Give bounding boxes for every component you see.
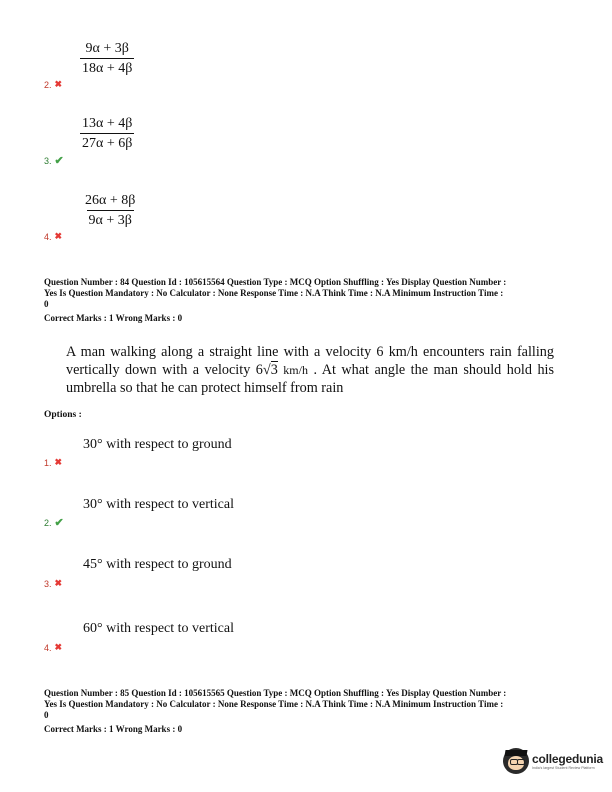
meta-line: Yes Is Question Mandatory : No Calculator : None Response Time : N.A Think Time : N.A Minimum Instruction Time : [44,288,504,298]
meta-line: 0 [44,299,49,309]
question-meta [44,277,574,310]
option-number [44,642,62,653]
question-meta [44,688,574,721]
option-number [44,578,62,589]
option-number [44,154,64,167]
meta-line: Question Number : 84 Question Id : 105615564 Question Type : MCQ Option Shuffling : Yes Display Question Number : [44,277,507,287]
mascot-icon [503,748,529,774]
fraction-numerator: 26α + 8β [85,193,136,208]
fraction-denominator: 9α + 3β [87,210,134,229]
question-text [66,343,554,397]
option-index: 4. [44,642,52,653]
option-text: 60° with respect to vertical [83,621,234,636]
fraction-denominator: 27α + 6β [80,133,134,152]
cross-icon: ✖ [54,457,63,467]
cross-icon: ✖ [54,642,63,652]
fraction-numerator: 9α + 3β [85,41,129,56]
fraction-option-1 [80,40,134,77]
option-index: 2. [44,517,52,528]
cross-icon: ✖ [54,578,63,588]
option-number [44,231,62,242]
collegedunia-logo [503,748,603,774]
fraction-option-3 [83,192,137,229]
options-label: Options : [44,410,82,420]
velocity-root: 3 [270,362,278,378]
option-number [44,79,62,90]
check-icon: ✔ [54,517,64,529]
velocity-expression [256,362,314,378]
logo-name: collegedunia [532,752,603,766]
option-index: 4. [44,231,52,242]
logo-tagline: India's largest Student Review Platform [532,766,595,770]
option-number [44,516,64,529]
meta-line: 0 [44,710,49,720]
velocity-unit: km/h [283,363,308,377]
option-text: 45° with respect to ground [83,557,232,572]
option-index: 2. [44,79,52,90]
meta-line: Yes Is Question Mandatory : No Calculator : None Response Time : N.A Think Time : N.A Minimum Instruction Time : [44,699,504,709]
option-number [44,457,62,468]
check-icon: ✔ [54,155,64,167]
question-text-part: A man walking along a straight line with a velocity 6 km/h encounters rain falling vertically down with a velocity [66,344,554,378]
option-index: 3. [44,578,52,589]
cross-icon: ✖ [54,231,63,241]
sqrt-symbol: √ [262,362,271,378]
velocity-coefficient: 6 [255,362,263,378]
option-index: 1. [44,457,52,468]
fraction-denominator: 18α + 4β [80,58,134,77]
fraction-numerator: 13α + 4β [82,116,133,131]
question-marks: Correct Marks : 1 Wrong Marks : 0 [44,313,183,323]
option-index: 3. [44,155,52,166]
question-marks: Correct Marks : 1 Wrong Marks : 0 [44,724,183,734]
cross-icon: ✖ [54,79,63,89]
meta-line: Question Number : 85 Question Id : 105615565 Question Type : MCQ Option Shuffling : Yes Display Question Number : [44,688,507,698]
option-text: 30° with respect to vertical [83,497,234,512]
fraction-option-2 [80,115,134,152]
question-text-part: . At what angle the man should hold his umbrella so that he can protect himself from rain [66,362,555,396]
option-text: 30° with respect to ground [83,437,232,452]
